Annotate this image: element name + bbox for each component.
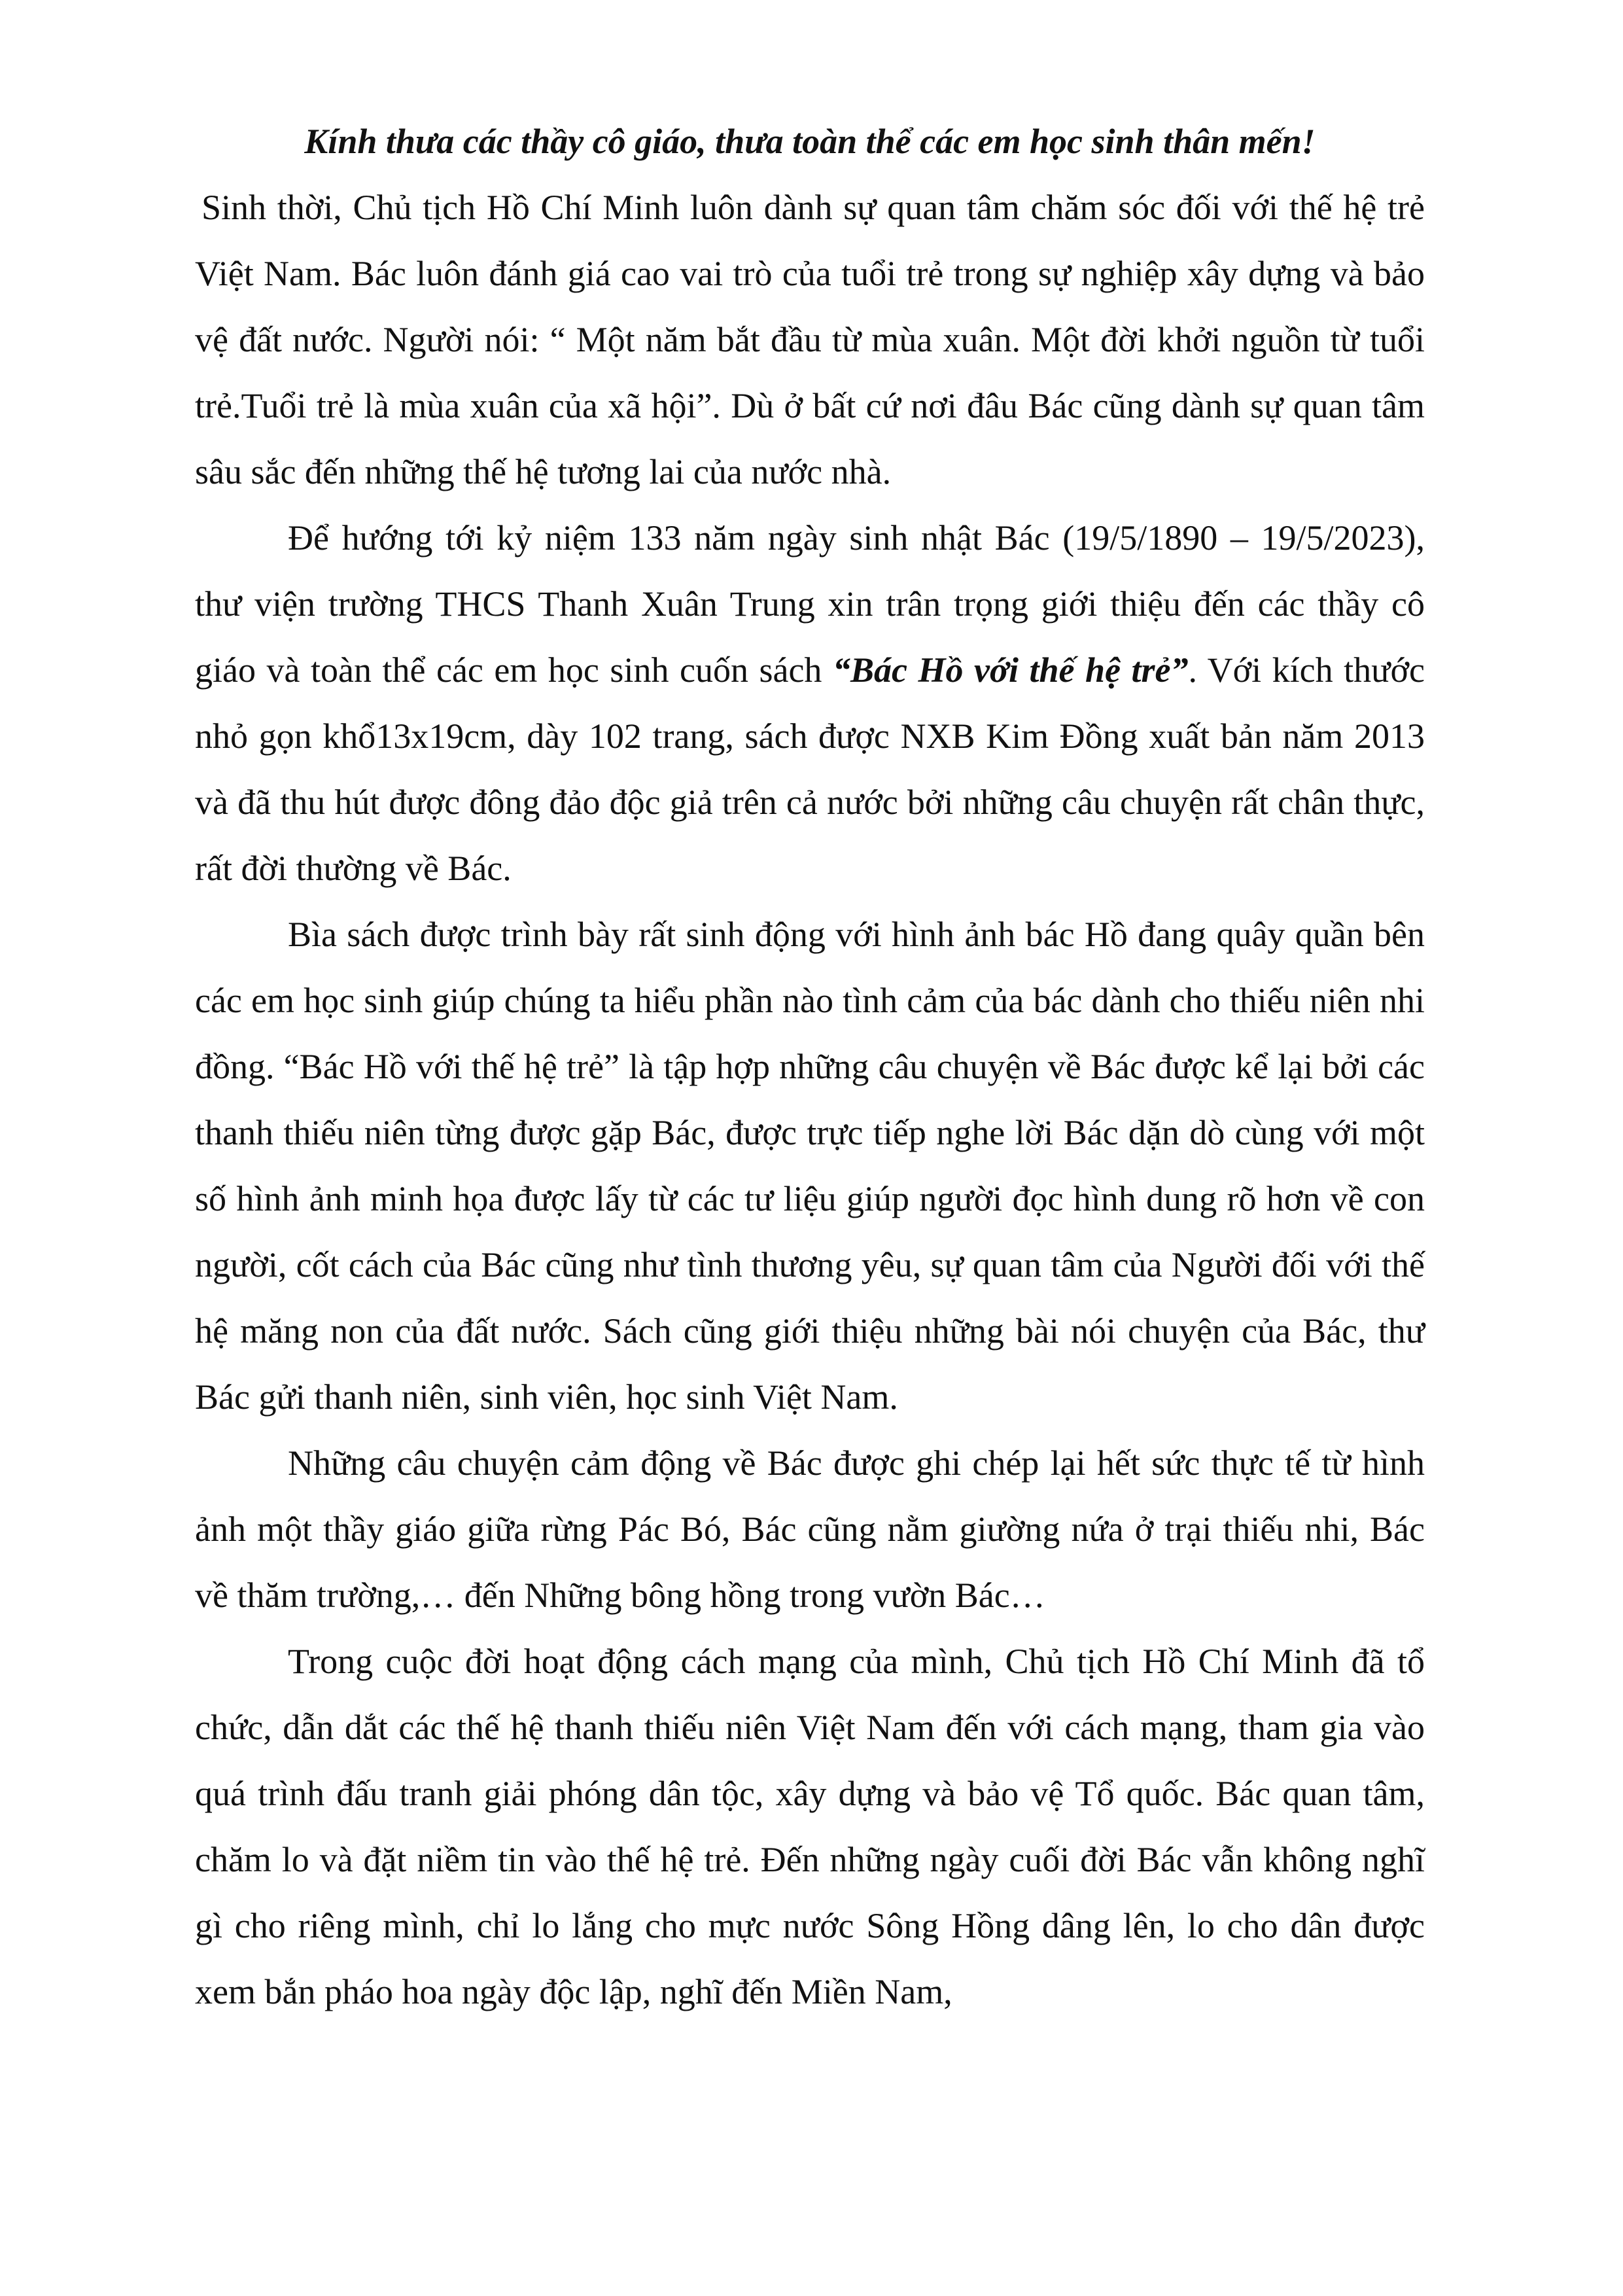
paragraph-revolution: Trong cuộc đời hoạt động cách mạng của mình, Chủ tịch Hồ Chí Minh đã tổ chức, dẫn dắt các thế hệ thanh thiếu niên Việt Nam đến với cách mạng, tham gia vào quá trình đấu tranh giải phóng dân tộc, xây dựng và bảo vệ Tổ quốc. Bác quan tâm, chăm lo và đặt niềm tin vào thế hệ trẻ. Đến những ngày cuối đời Bác vẫn không nghĩ gì cho riêng mình, chỉ lo lắng cho mực nước Sông Hồng dâng lên, lo cho dân được xem bắn pháo hoa ngày độc lập, nghĩ đến Miền Nam, bbox=[195, 1642, 1425, 2011]
paragraph-book-introduction-text: Để hướng tới kỷ niệm 133 năm ngày sinh nhật Bác (19/5/1890 – 19/5/2023), thư viện trường THCS Thanh Xuân Trung xin trân trọng giới thiệu đến các thầy cô giáo và toàn thể các em học sinh cuốn sách bbox=[195, 518, 1425, 690]
paragraph-stories: Những câu chuyện cảm động về Bác được ghi chép lại hết sức thực tế từ hình ảnh một thầy giáo giữa rừng Pác Bó, Bác cũng nằm giường nứa ở trại thiếu nhi, Bác về thăm trường,… đến Những bông hồng trong vườn Bác… bbox=[195, 1443, 1425, 1615]
paragraph-book-introduction bbox=[195, 505, 1425, 902]
book-title: “Bác Hồ với thế hệ trẻ” bbox=[832, 650, 1189, 690]
paragraph-book-details-text: . Với kích thước nhỏ gọn khổ13x19cm, dày 102 trang, sách được NXB Kim Đồng xuất bản năm 2013 và đã thu hút được đông đảo độc giả trên cả nước bởi những câu chuyện rất chân thực, rất đời thường về Bác. bbox=[195, 650, 1425, 888]
greeting-line: Kính thưa các thầy cô giáo, thưa toàn thể các em học sinh thân mến! bbox=[304, 122, 1316, 161]
paragraph-intro: Sinh thời, Chủ tịch Hồ Chí Minh luôn dành sự quan tâm chăm sóc đối với thế hệ trẻ Việt Nam. Bác luôn đánh giá cao vai trò của tuổi trẻ trong sự nghiệp xây dựng và bảo vệ đất nước. Người nói: “ Một năm bắt đầu từ mùa xuân. Một đời khởi nguồn từ tuổi trẻ.Tuổi trẻ là mùa xuân của xã hội”. Dù ở bất cứ nơi đâu Bác cũng dành sự quan tâm sâu sắc đến những thế hệ tương lai của nước nhà. bbox=[195, 188, 1425, 491]
document-body bbox=[195, 109, 1425, 2025]
paragraph-book-cover: Bìa sách được trình bày rất sinh động với hình ảnh bác Hồ đang quây quần bên các em học sinh giúp chúng ta hiểu phần nào tình cảm của bác dành cho thiếu niên nhi đồng. “Bác Hồ với thế hệ trẻ” là tập hợp những câu chuyện về Bác được kể lại bởi các thanh thiếu niên từng được gặp Bác, được trực tiếp nghe lời Bác dặn dò cùng với một số hình ảnh minh họa được lấy từ các tư liệu giúp người đọc hình dung rõ hơn về con người, cốt cách của Bác cũng như tình thương yêu, sự quan tâm của Người đối với thế hệ măng non của đất nước. Sách cũng giới thiệu những bài nói chuyện của Bác, thư Bác gửi thanh niên, sinh viên, học sinh Việt Nam. bbox=[195, 915, 1425, 1417]
